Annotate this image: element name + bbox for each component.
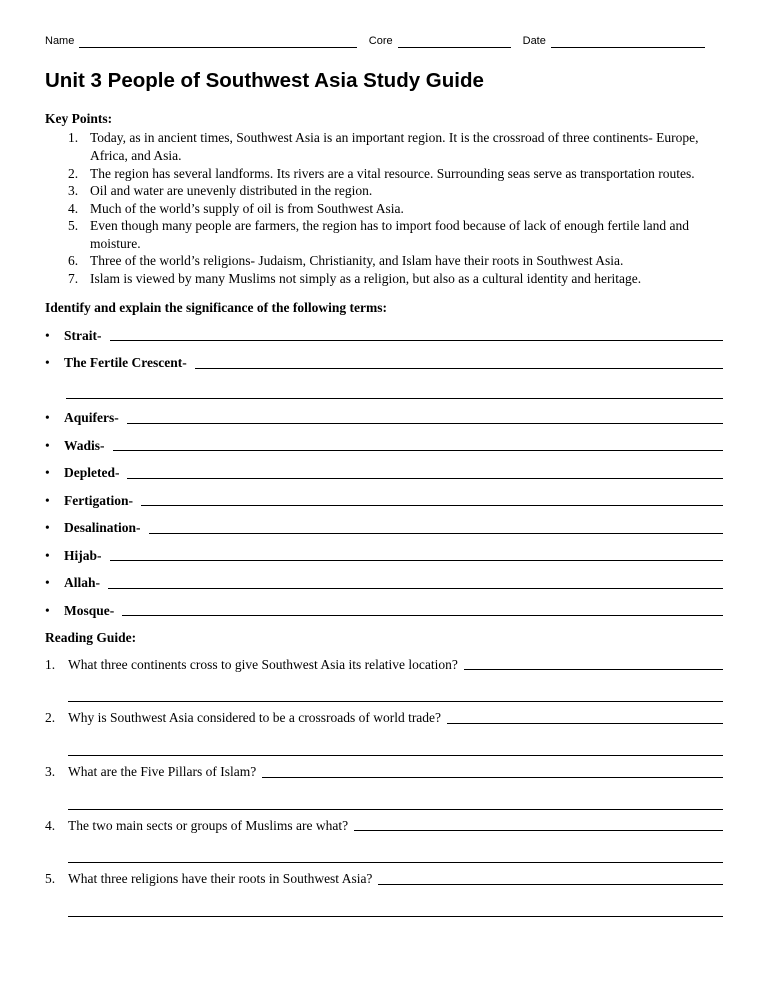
term-answer-blank xyxy=(113,437,723,452)
term-answer-blank xyxy=(110,547,723,562)
bullet-icon: • xyxy=(45,575,50,591)
term-block xyxy=(45,519,723,537)
term-label: Fertigation- xyxy=(64,492,133,508)
key-point-item xyxy=(68,200,723,218)
term-block xyxy=(45,464,723,482)
term-label: Aquifers- xyxy=(64,410,119,425)
question-number: 4. xyxy=(45,817,56,833)
key-point-number: 2. xyxy=(68,165,79,181)
question-block xyxy=(45,763,723,810)
term-answer-blank xyxy=(195,354,723,369)
question-answer-line xyxy=(68,673,723,702)
bullet-icon: • xyxy=(45,520,50,536)
term-label: Desalination- xyxy=(64,520,141,536)
reading-guide-heading: Reading Guide: xyxy=(45,630,137,646)
key-point-number: 3. xyxy=(68,183,79,199)
term-block xyxy=(45,602,723,620)
question-number: 2. xyxy=(45,710,56,726)
key-point-item xyxy=(68,217,723,252)
bullet-icon: • xyxy=(45,547,50,563)
term-label: Strait- xyxy=(64,327,102,343)
term-block xyxy=(45,409,723,427)
key-point-text: Oil and water are unevenly distributed in the region. xyxy=(90,183,373,199)
term-block xyxy=(45,492,723,510)
key-point-item xyxy=(68,165,723,183)
question-text: Why is Southwest Asia considered to be a crossroads of world trade? xyxy=(68,710,442,726)
term-row xyxy=(45,547,723,565)
question-answer-blank xyxy=(447,709,723,724)
key-point-item xyxy=(68,182,723,200)
question-row xyxy=(45,763,723,781)
name-blank xyxy=(79,34,356,48)
term-row xyxy=(45,437,723,455)
key-point-item xyxy=(68,252,723,270)
question-block xyxy=(45,709,723,756)
question-answer-line xyxy=(68,834,723,863)
term-row xyxy=(45,492,723,510)
term-answer-blank xyxy=(110,327,724,342)
key-point-text: Much of the world’s supply of oil is from Southwest Asia. xyxy=(90,200,404,216)
key-point-number: 1. xyxy=(68,130,79,146)
term-answer-blank xyxy=(122,602,723,617)
core-label: Core xyxy=(368,35,393,47)
question-block xyxy=(45,656,723,703)
term-row xyxy=(45,574,723,592)
date-blank xyxy=(551,34,705,48)
key-point-number: 5. xyxy=(68,218,79,234)
bullet-icon: • xyxy=(45,465,50,481)
bullet-icon: • xyxy=(45,492,50,508)
term-answer-blank xyxy=(108,574,723,589)
key-points-list xyxy=(68,129,723,287)
terms-heading: Identify and explain the significance of the following terms: xyxy=(45,300,387,316)
term-answer-blank xyxy=(141,492,723,507)
term-label: Depleted- xyxy=(64,465,120,481)
terms-list xyxy=(45,327,723,619)
question-text: What three continents cross to give Southwest Asia its relative location? xyxy=(68,656,458,672)
question-answer-blank xyxy=(354,817,723,832)
question-row xyxy=(45,656,723,674)
bullet-icon: • xyxy=(45,410,50,425)
term-row xyxy=(45,519,723,537)
question-row xyxy=(45,709,723,727)
key-point-text: Islam is viewed by many Muslims not simply as a religion, but also as a cultural identity and heritage. xyxy=(90,270,642,286)
key-point-number: 6. xyxy=(68,253,79,269)
name-label: Name xyxy=(45,35,75,47)
term-row xyxy=(45,327,723,345)
question-answer-blank xyxy=(464,656,723,671)
term-label: Mosque- xyxy=(64,602,115,618)
term-row xyxy=(45,354,723,372)
reading-guide-list xyxy=(45,656,723,917)
question-answer-line xyxy=(68,888,723,917)
core-blank xyxy=(398,34,511,48)
key-points-heading: Key Points: xyxy=(45,110,113,126)
key-point-item xyxy=(68,129,723,164)
question-text: What three religions have their roots in Southwest Asia? xyxy=(68,871,373,887)
bullet-icon: • xyxy=(45,327,50,343)
question-block xyxy=(45,870,723,917)
key-point-text: Three of the world’s religions- Judaism, Christianity, and Islam have their roots in Southwest Asia. xyxy=(90,253,624,269)
date-label: Date xyxy=(522,35,546,47)
question-row xyxy=(45,870,723,888)
term-label: Hijab- xyxy=(64,547,102,563)
question-block xyxy=(45,817,723,864)
key-point-number: 7. xyxy=(68,270,79,286)
question-text: The two main sects or groups of Muslims are what? xyxy=(68,817,349,833)
key-point-text: Today, as in ancient times, Southwest Asia is an important region. It is the crossroad of three continents- Europe, Africa, and Asia. xyxy=(90,130,699,163)
question-text: What are the Five Pillars of Islam? xyxy=(68,764,257,780)
question-number: 5. xyxy=(45,871,56,887)
term-answer-blank xyxy=(127,464,723,479)
term-answer-blank xyxy=(127,409,723,424)
term-block xyxy=(45,547,723,565)
term-answer-extra-line xyxy=(66,382,723,399)
question-number: 3. xyxy=(45,764,56,780)
bullet-icon: • xyxy=(45,437,50,453)
question-answer-blank xyxy=(378,870,723,885)
bullet-icon: • xyxy=(45,602,50,618)
term-answer-blank xyxy=(149,519,723,534)
term-block xyxy=(45,354,723,399)
term-block xyxy=(45,327,723,345)
question-row xyxy=(45,817,723,835)
key-point-number: 4. xyxy=(68,200,79,216)
term-block xyxy=(45,574,723,592)
term-row xyxy=(45,602,723,620)
key-point-text: The region has several landforms. Its rivers are a vital resource. Surrounding seas serve as transportation routes. xyxy=(90,165,695,181)
question-answer-line xyxy=(68,781,723,810)
term-label: Wadis- xyxy=(64,437,105,453)
question-answer-blank xyxy=(262,763,723,778)
name-core-date-row xyxy=(45,34,723,48)
bullet-icon: • xyxy=(45,355,50,371)
term-row xyxy=(45,409,723,427)
question-answer-line xyxy=(68,727,723,756)
key-point-text: Even though many people are farmers, the region has to import food because of lack of enough fertile land and moisture. xyxy=(90,218,690,251)
term-row xyxy=(45,464,723,482)
page-title: Unit 3 People of Southwest Asia Study Guide xyxy=(45,69,484,93)
key-point-item xyxy=(68,270,723,288)
question-number: 1. xyxy=(45,656,56,672)
term-label: The Fertile Crescent- xyxy=(64,355,187,371)
term-label: Allah- xyxy=(64,575,101,591)
term-block xyxy=(45,437,723,455)
